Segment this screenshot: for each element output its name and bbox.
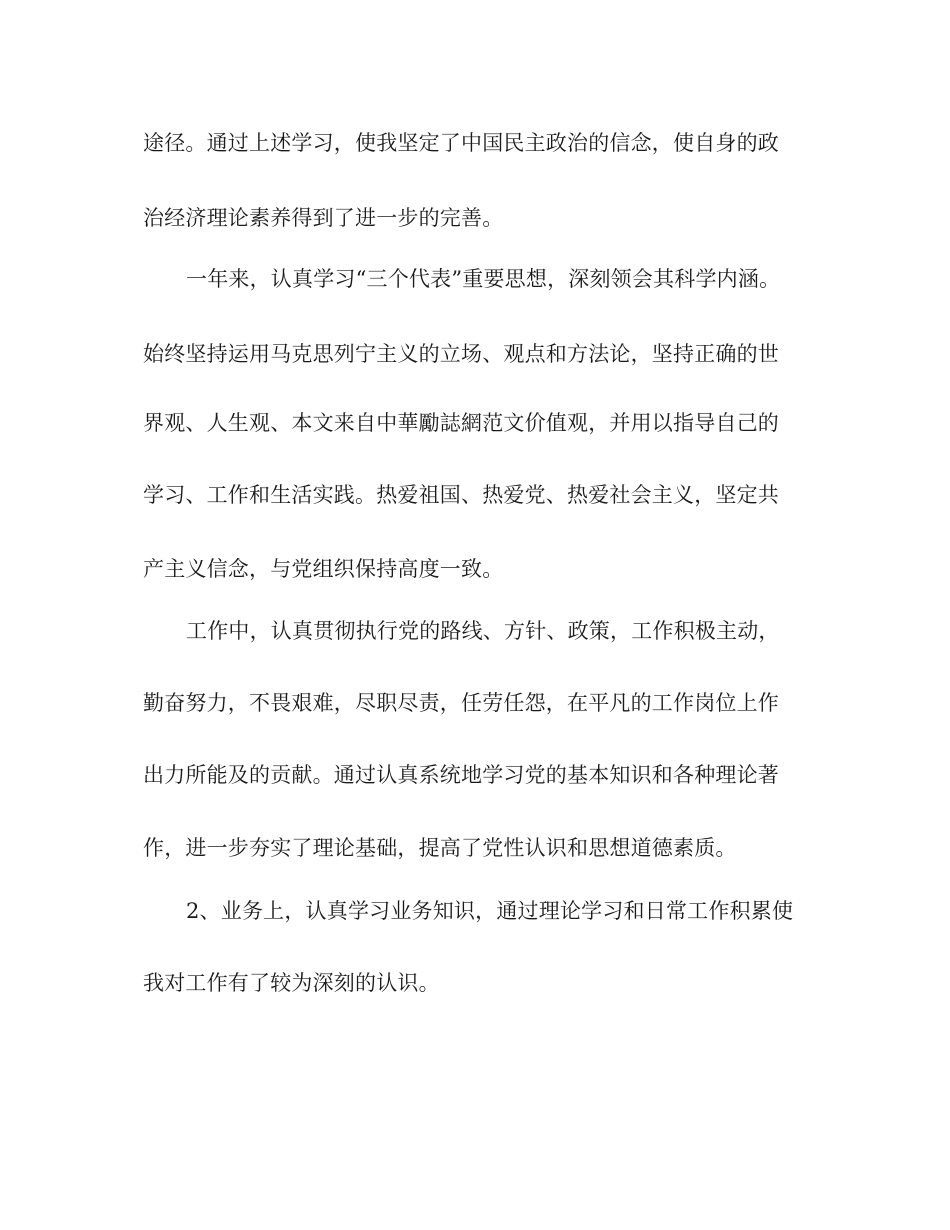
text-line: 治经济理论素养得到了进一步的完善。 — [143, 206, 504, 230]
text-line: 勤奋努力，不畏艰难，尽职尽责，任劳任怨，在平凡的工作岗位上作 — [143, 691, 779, 715]
text-line: 产主义信念，与党组织保持高度一致。 — [143, 557, 504, 581]
text-line: 出力所能及的贡献。通过认真系统地学习党的基本知识和各种理论著 — [143, 763, 779, 787]
paragraph-first-line: 工作中，认真贯彻执行党的路线、方针、政策，工作积极主动， — [186, 619, 780, 643]
text-line: 始终坚持运用马克思列宁主义的立场、观点和方法论，坚持正确的世 — [143, 342, 779, 366]
text-line: 学习、工作和生活实践。热爱祖国、热爱党、热爱社会主义，坚定共 — [143, 483, 779, 507]
text-line: 途径。通过上述学习，使我坚定了中国民主政治的信念，使自身的政 — [143, 131, 779, 155]
paragraph-first-line: 一年来，认真学习“三个代表”重要思想，深刻领会其科学内涵。 — [186, 267, 781, 291]
text-line: 界观、人生观、本文来自中華勵誌網范文价值观，并用以指导自己的 — [143, 411, 779, 435]
text-line: 我对工作有了较为深刻的认识。 — [143, 971, 440, 995]
text-line: 作，进一步夯实了理论基础，提高了党性认识和思想道德素质。 — [143, 836, 737, 860]
paragraph-first-line: 2、业务上，认真学习业务知识，通过理论学习和日常工作积累使 — [186, 899, 794, 923]
